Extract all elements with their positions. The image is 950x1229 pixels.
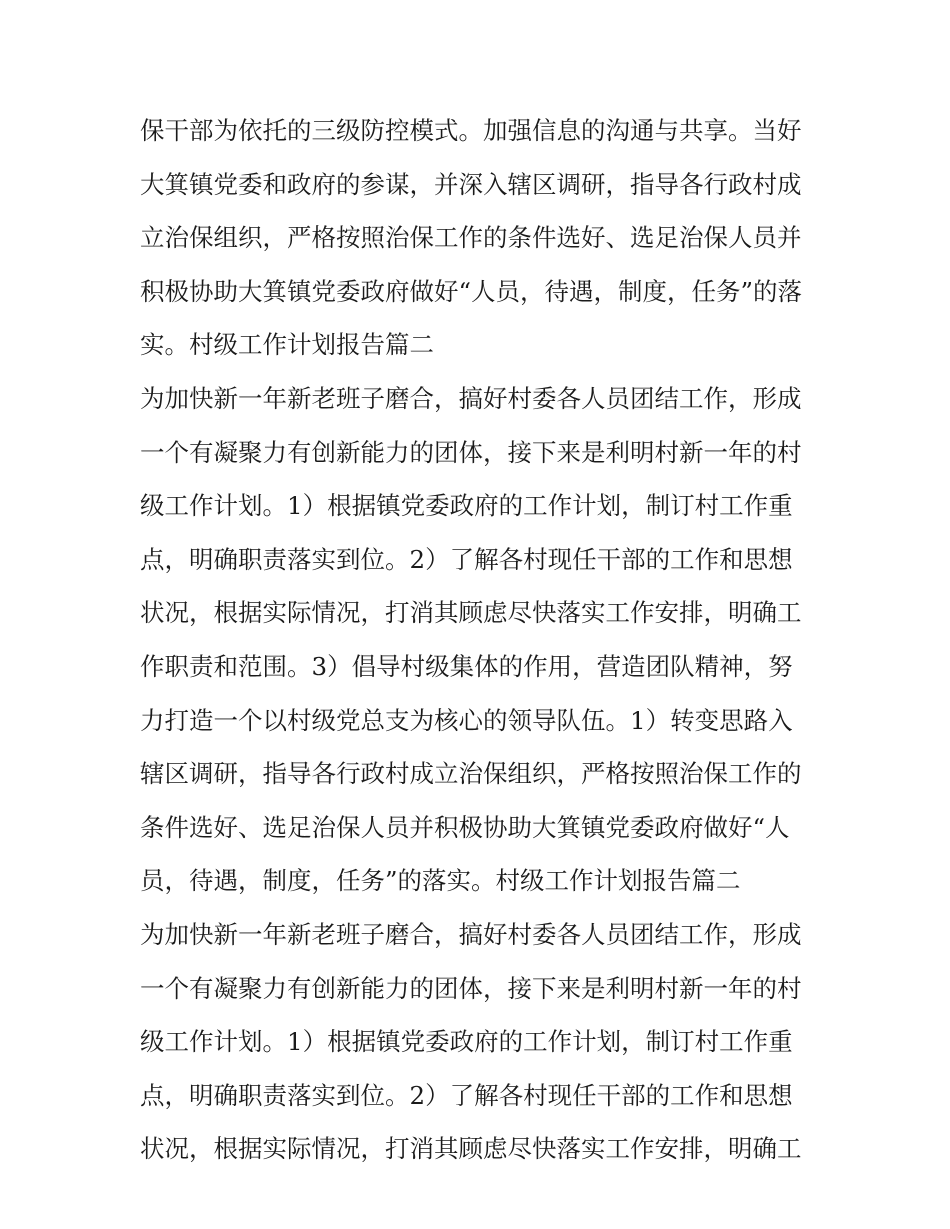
text-line: 员，待遇，制度，任务”的落实。村级工作计划报告篇二: [140, 866, 741, 896]
text-line: 点，明确职责落实到位。2）了解各村现任干部的工作和思想: [140, 544, 793, 574]
text-line: 为加快新一年新老班子磨合，搞好村委各人员团结工作，形成: [140, 919, 802, 949]
text-line: 一个有凝聚力有创新能力的团体，接下来是利明村新一年的村: [140, 437, 802, 467]
text-line: 一个有凝聚力有创新能力的团体，接下来是利明村新一年的村: [140, 973, 802, 1003]
text-line: 实。村级工作计划报告篇二: [140, 330, 434, 360]
text-line: 立治保组织，严格按照治保工作的条件选好、选足治保人员并: [140, 223, 802, 253]
text-line: 状况，根据实际情况，打消其顾虑尽快落实工作安排，明确工: [140, 598, 802, 628]
text-line: 辖区调研，指导各行政村成立治保组织，严格按照治保工作的: [140, 759, 802, 789]
body-text: [140, 104, 820, 1176]
text-line: 状况，根据实际情况，打消其顾虑尽快落实工作安排，明确工: [140, 1134, 802, 1164]
text-line: 条件选好、选足治保人员并积极协助大箕镇党委政府做好“人: [140, 812, 790, 842]
text-line: 大箕镇党委和政府的参谋，并深入辖区调研，指导各行政村成: [140, 169, 802, 199]
text-line: 点，明确职责落实到位。2）了解各村现任干部的工作和思想: [140, 1080, 793, 1110]
text-line: 级工作计划。1）根据镇党委政府的工作计划，制订村工作重: [140, 491, 793, 521]
text-line: 作职责和范围。3）倡导村级集体的作用，营造团队精神，努: [140, 651, 793, 681]
text-line: 积极协助大箕镇党委政府做好“人员，待遇，制度，任务”的落: [140, 276, 803, 306]
text-line: 级工作计划。1）根据镇党委政府的工作计划，制订村工作重: [140, 1027, 793, 1057]
text-line: 保干部为依托的三级防控模式。加强信息的沟通与共享。当好: [140, 116, 802, 145]
text-line: 力打造一个以村级党总支为核心的领导队伍。1）转变思路入: [140, 705, 793, 735]
text-line: 为加快新一年新老班子磨合，搞好村委各人员团结工作，形成: [140, 383, 802, 413]
